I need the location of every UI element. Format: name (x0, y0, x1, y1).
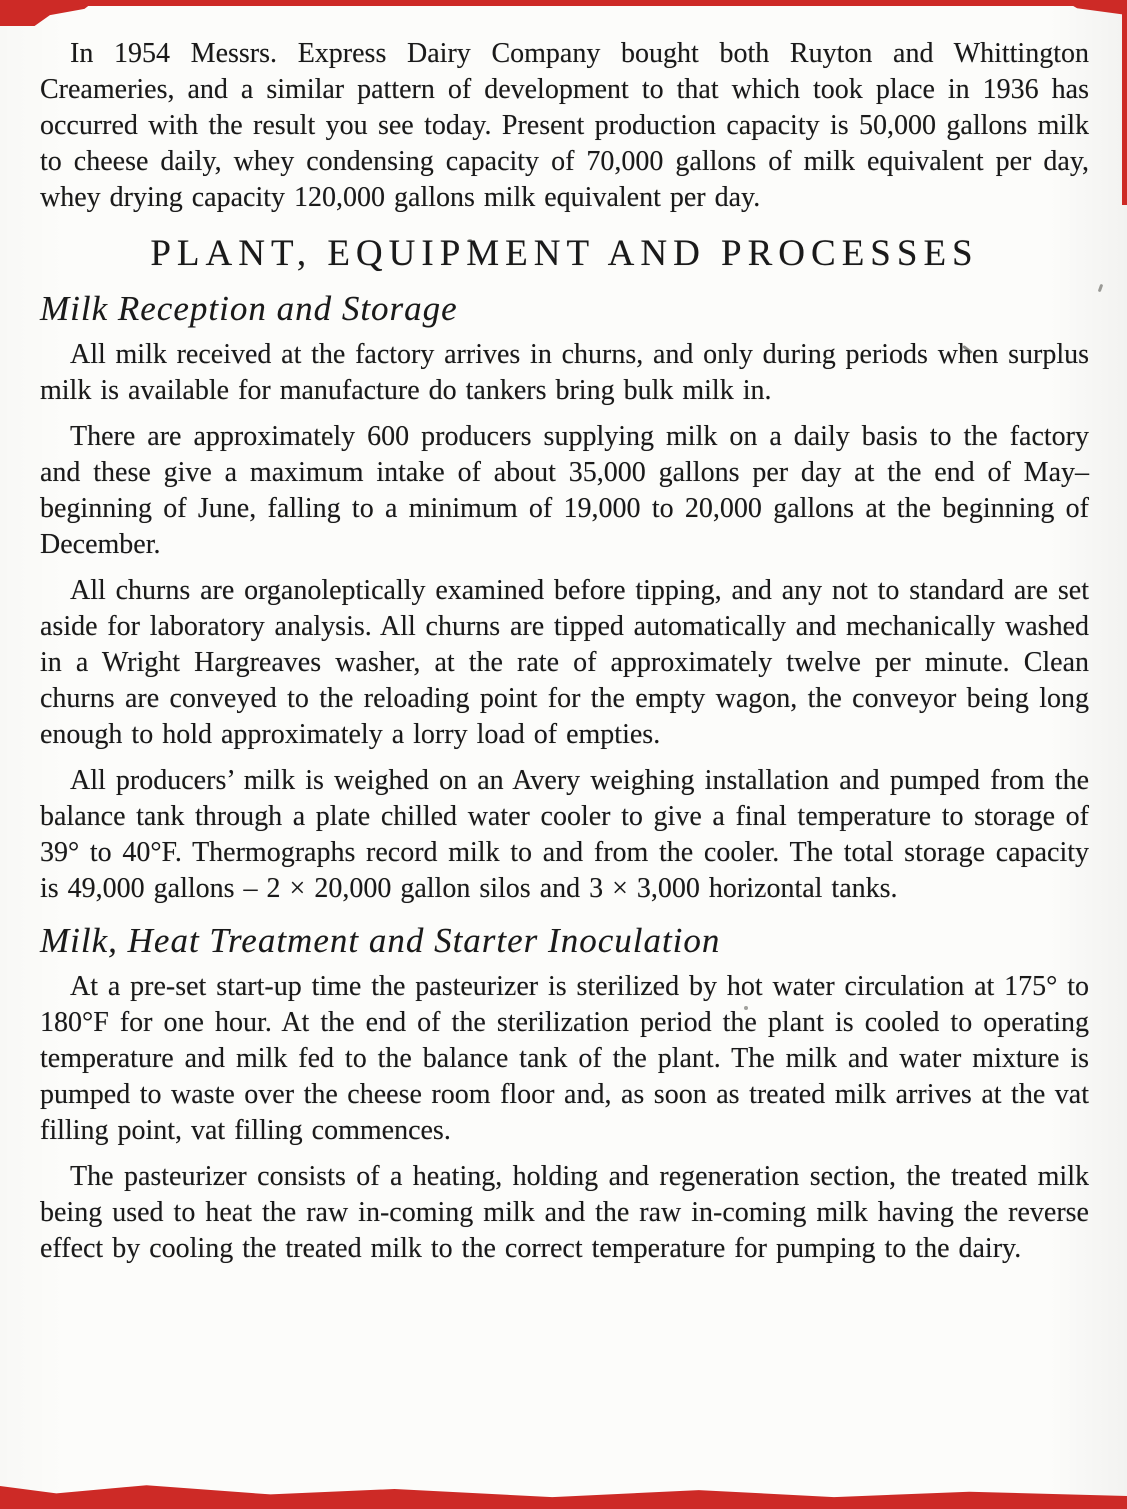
paragraph-intro: In 1954 Messrs. Express Dairy Company bought both Ruyton and Whittington Creameries, and a similar pattern of development to that which took place in 1936 has occurred with the result you see today. Present production capacity is 50,000 gallons milk to cheese daily, whey condensing capacity of 70,000 gallons of milk equivalent per day, whey drying capacity 120,000 gallons milk equivalent per day. (40, 38, 1089, 213)
subsection-heading-heat-treatment-starter-inoculation: Milk, Heat Treatment and Starter Inoculation (40, 921, 721, 960)
paragraph-pasteurizer-sections: The pasteurizer consists of a heating, holding and regeneration section, the treated milk being used to heat the raw in-coming milk and the raw in-coming milk having the reverse effect by cooling the treated milk to the correct temperature for pumping to the dairy. (40, 1161, 1089, 1264)
scan-edge-mark-right (1122, 0, 1127, 205)
section-heading: PLANT, EQUIPMENT AND PROCESSES (150, 233, 979, 274)
scan-edge-mark-bottom (0, 1482, 1127, 1509)
paragraph-weighing-storage: All producers’ milk is weighed on an Avery weighing installation and pumped from the balance tank through a plate chilled water cooler to give a final temperature to storage of 39° to 40°F. Thermographs record milk to and from the cooler. The total storage capacity is 49,000 gallons – 2 × 20,000 gallon silos and 3 × 3,000 horizontal tanks. (40, 765, 1089, 904)
scan-edge-mark-top (58, 0, 1127, 6)
subsection-heading-milk-reception-and-storage: Milk Reception and Storage (40, 289, 458, 328)
paragraph-churn-arrivals: All milk received at the factory arrives in churns, and only during periods when surplus milk is available for manufacture do tankers bring bulk milk in. (40, 339, 1089, 406)
paragraph-pasteurizer-startup: At a pre-set start-up time the pasteurizer is sterilized by hot water circulation at 175° to 180°F for one hour. At the end of the sterilization period the plant is cooled to operating temperature and milk fed to the balance tank of the plant. The milk and water mixture is pumped to waste over the cheese room floor and, as soon as treated milk arrives at the vat filling point, vat filling commences. (40, 971, 1089, 1146)
paragraph-producers-intake: There are approximately 600 producers supplying milk on a daily basis to the factory and these give a maximum intake of about 35,000 gallons per day at the end of May–beginning of June, falling to a minimum of 19,000 to 20,000 gallons at the beginning of December. (40, 421, 1089, 560)
paragraph-churn-examination: All churns are organoleptically examined before tipping, and any not to standard are set aside for laboratory analysis. All churns are tipped automatically and mechanically washed in a Wright Hargreaves washer, at the rate of approximately twelve per minute. Clean churns are conveyed to the reloading point for the empty wagon, the conveyor being long enough to hold approximately a lorry load of empties. (40, 575, 1089, 750)
